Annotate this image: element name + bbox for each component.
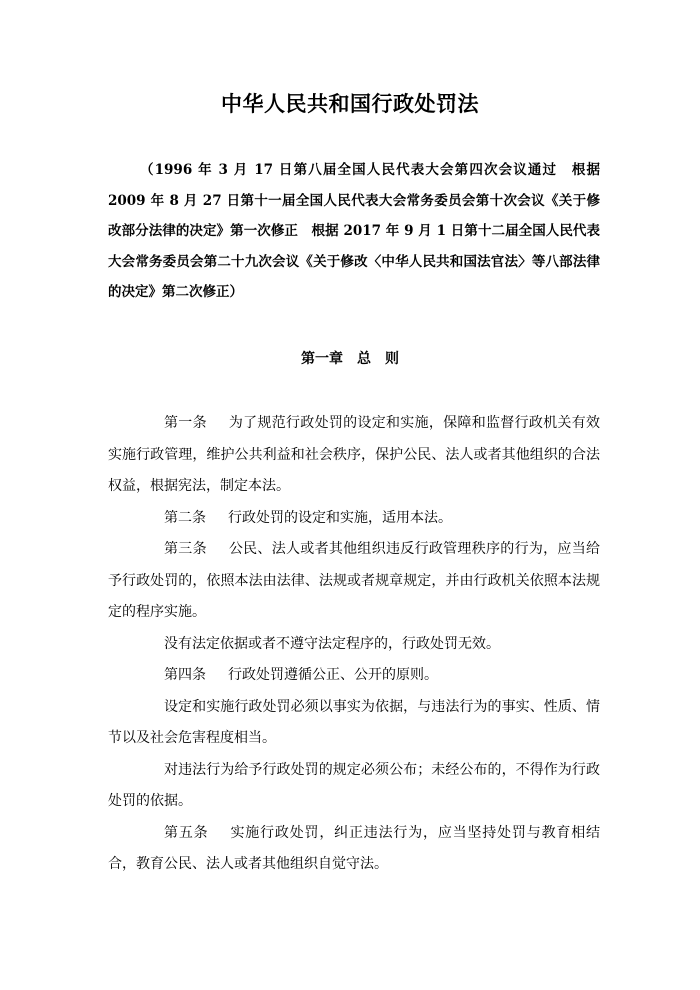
article-paragraph	[108, 660, 600, 692]
article-text: 公民、法人或者其他组织违反行政管理秩序的行为，应当给予行政处罚的，依照本法由法律、法规或者规章规定，并由行政机关依照本法规定的程序实施。	[108, 541, 601, 620]
article-text: 行政处罚遵循公正、公开的原则。	[228, 667, 438, 683]
article-number: 第一条	[164, 415, 207, 431]
preamble: （1996 年 3 月 17 日第八届全国人民代表大会第四次会议通过 根据 2009 年 8 月 27 日第十一届全国人民代表大会常务委员会第十次会议《关于修改部分法律的决定》第一次修正 根据 2017 年 9 月 1 日第十二届全国人民代表大会常务委员会第二十九次会议《关于修改〈中华人民共和国法官法〉等八部法律的决定》第二次修正）	[108, 162, 600, 300]
article-paragraph	[108, 534, 600, 629]
article-number: 第五条	[164, 824, 209, 841]
article-paragraph	[108, 818, 600, 881]
article-number: 第四条	[164, 667, 206, 683]
chapter-heading: 第一章 总 则	[301, 351, 399, 367]
article-number: 第三条	[164, 541, 207, 557]
article-text: 没有法定依据或者不遵守法定程序的，行政处罚无效。	[164, 635, 500, 652]
document-title: 中华人民共和国行政处罚法	[221, 92, 479, 116]
article-paragraph	[108, 503, 600, 535]
document-body	[108, 408, 600, 881]
article-text: 对违法行为给予行政处罚的规定必须公布；未经公布的，不得作为行政处罚的依据。	[108, 761, 600, 809]
article-text: 为了规范行政处罚的设定和实施，保障和监督行政机关有效实施行政管理，维护公共利益和社会秩序，保护公民、法人或者其他组织的合法权益，根据宪法，制定本法。	[108, 415, 601, 494]
article-text: 实施行政处罚，纠正违法行为，应当坚持处罚与教育相结合，教育公民、法人或者其他组织自觉守法。	[108, 824, 601, 872]
article-text: 行政处罚的设定和实施，适用本法。	[228, 509, 452, 526]
article-number: 第二条	[164, 509, 206, 526]
article-paragraph	[108, 692, 600, 755]
article-paragraph	[108, 408, 600, 503]
article-paragraph	[108, 629, 600, 661]
article-paragraph	[108, 755, 600, 818]
article-text: 设定和实施行政处罚必须以事实为依据，与违法行为的事实、性质、情节以及社会危害程度相当。	[108, 698, 600, 746]
